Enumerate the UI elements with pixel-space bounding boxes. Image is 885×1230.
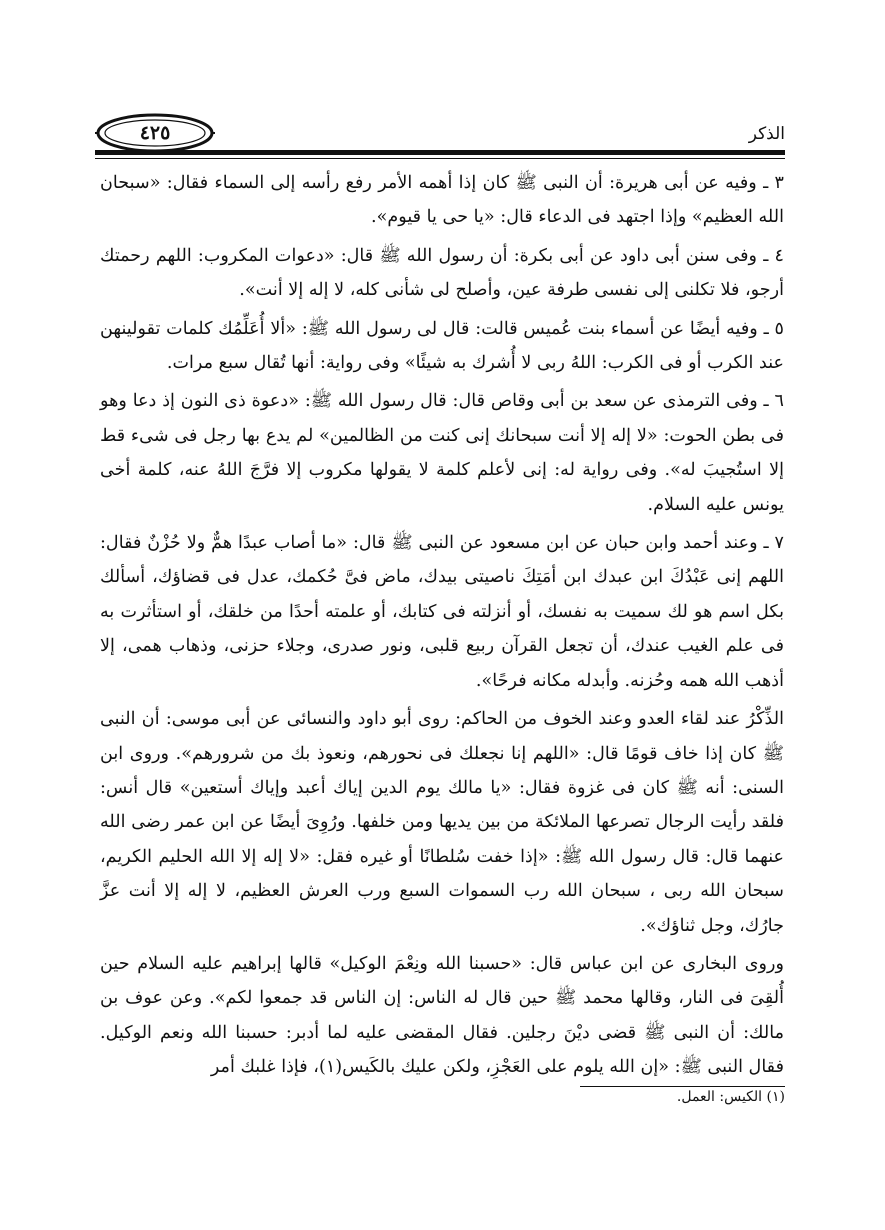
paragraph-bukhari: وروى البخارى عن ابن عباس قال: «حسبنا الله ونِعْمَ الوكيل» قالها إبراهيم عليه السلام حين أُلقِىَ فى النار، وقالها محمد ﷺ حين قال له الناس: إن الناس قد جمعوا لكم». وعن عوف بن مالك: أن النبى ﷺ قضى ديْنَ رجلين. فقال المقضى عليه لما أدبر: حسبنا الله ونعم الوكيل. فقال النبى ﷺ: «إن الله يلوم على العَجْزِ، ولكن عليك بالكَيس(١)، فإذا غلبك أمر [100,953,784,1078]
section-dhikr-enemy: الذِّكْرُ عند لقاء العدو وعند الخوف من الحاكم: روى أبو داود والنسائى عن أبى موسى: أن النبى ﷺ كان إذا خاف قومًا قال: «اللهم إنا نجعلك فى نحورهم، ونعوذ بك من شرورهم». وروى ابن السنى: أنه ﷺ كان فى غزوة فقال: «يا مالك يوم الدين إياك أعبد وإياك أستعين» قال أنس: فلقد رأيت الرجال تصرعها الملائكة من بين يديها ومن خلفها. ورُوِىَ أيضًا عن ابن عمر رضى الله عنهما قال: قال رسول الله ﷺ: «إذا خفت سُلطانًا أو غيره فقل: «لا إله إلا الله الحليم الكريم، سبحان الله ربى ، سبحان الله رب السموات السبع ورب العرش العظيم، لا إله إلا أنت عزَّ جارُك، وجل ثناؤك». [100,709,784,936]
paragraph-3: ٣ ـ وفيه عن أبى هريرة: أن النبى ﷺ كان إذا أهمه الأمر رفع رأسه إلى السماء فقال: «سبحان الله العظيم» وإذا اجتهد فى الدعاء قال: «يا حى يا قيوم». [100,173,784,228]
paragraph-4: ٤ ـ وفى سنن أبى داود عن أبى بكرة: أن رسول الله ﷺ قال: «دعوات المكروب: اللهم رحمتك أرجو، فلا تكلنى إلى نفسى طرفة عين، وأصلح لى شأنى كله، لا إله إلا أنت». [100,245,784,301]
page-number: ٤٢٥ [139,122,171,144]
header-rule-thick [95,150,785,155]
header-rule-thin [95,158,785,159]
footnote: (١) الكيس: العمل. [676,1089,785,1105]
main-text [100,166,784,1085]
running-header-title: الذكر [748,124,785,144]
paragraph-6: ٦ ـ وفى الترمذى عن سعد بن أبى وقاص قال: قال رسول الله ﷺ: «دعوة ذى النون إذ دعا وهو فى بطن الحوت: «لا إله إلا أنت سبحانك إنى كنت من الظالمين» لم يدع بها رجل فى شىء قط إلا استُجيبَ له». وفى رواية له: إنى لأعلم كلمة لا يقولها مكروب إلا فرَّجَ اللهُ عنه، كلمة أخى يونس عليه السلام. [100,391,784,515]
paragraph-7: ٧ ـ وعند أحمد وابن حبان عن ابن مسعود عن النبى ﷺ قال: «ما أصاب عبدًا همٌّ ولا حُزْنٌ فقال: اللهم إنى عَبْدُكَ ابن عبدك ابن أمَتِكَ ناصيتى بيدك، ماض فىَّ حُكمك، عدل فى قضاؤك، أسألك بكل اسم هو لك سميت به نفسك، أو أنزلته فى كتابك، أو علمته أحدًا من خلقك، أو استأثرت به فى علم الغيب عندك، أن تجعل القرآن ربيع قلبى، ونور صدرى، وجلاء حزنى، وذهاب همى، إلا أذهب الله همه وحُزنه. وأبدله مكانه فرحًا». [100,533,784,691]
paragraph-5: ٥ ـ وفيه أيضًا عن أسماء بنت عُميس قالت: قال لى رسول الله ﷺ: «ألا أُعَلِّمُك كلمات تقولينهن عند الكرب أو فى الكرب: اللهُ ربى لا أُشرك به شيئًا» وفى رواية: أنها تُقال سبع مرات. [100,318,784,374]
